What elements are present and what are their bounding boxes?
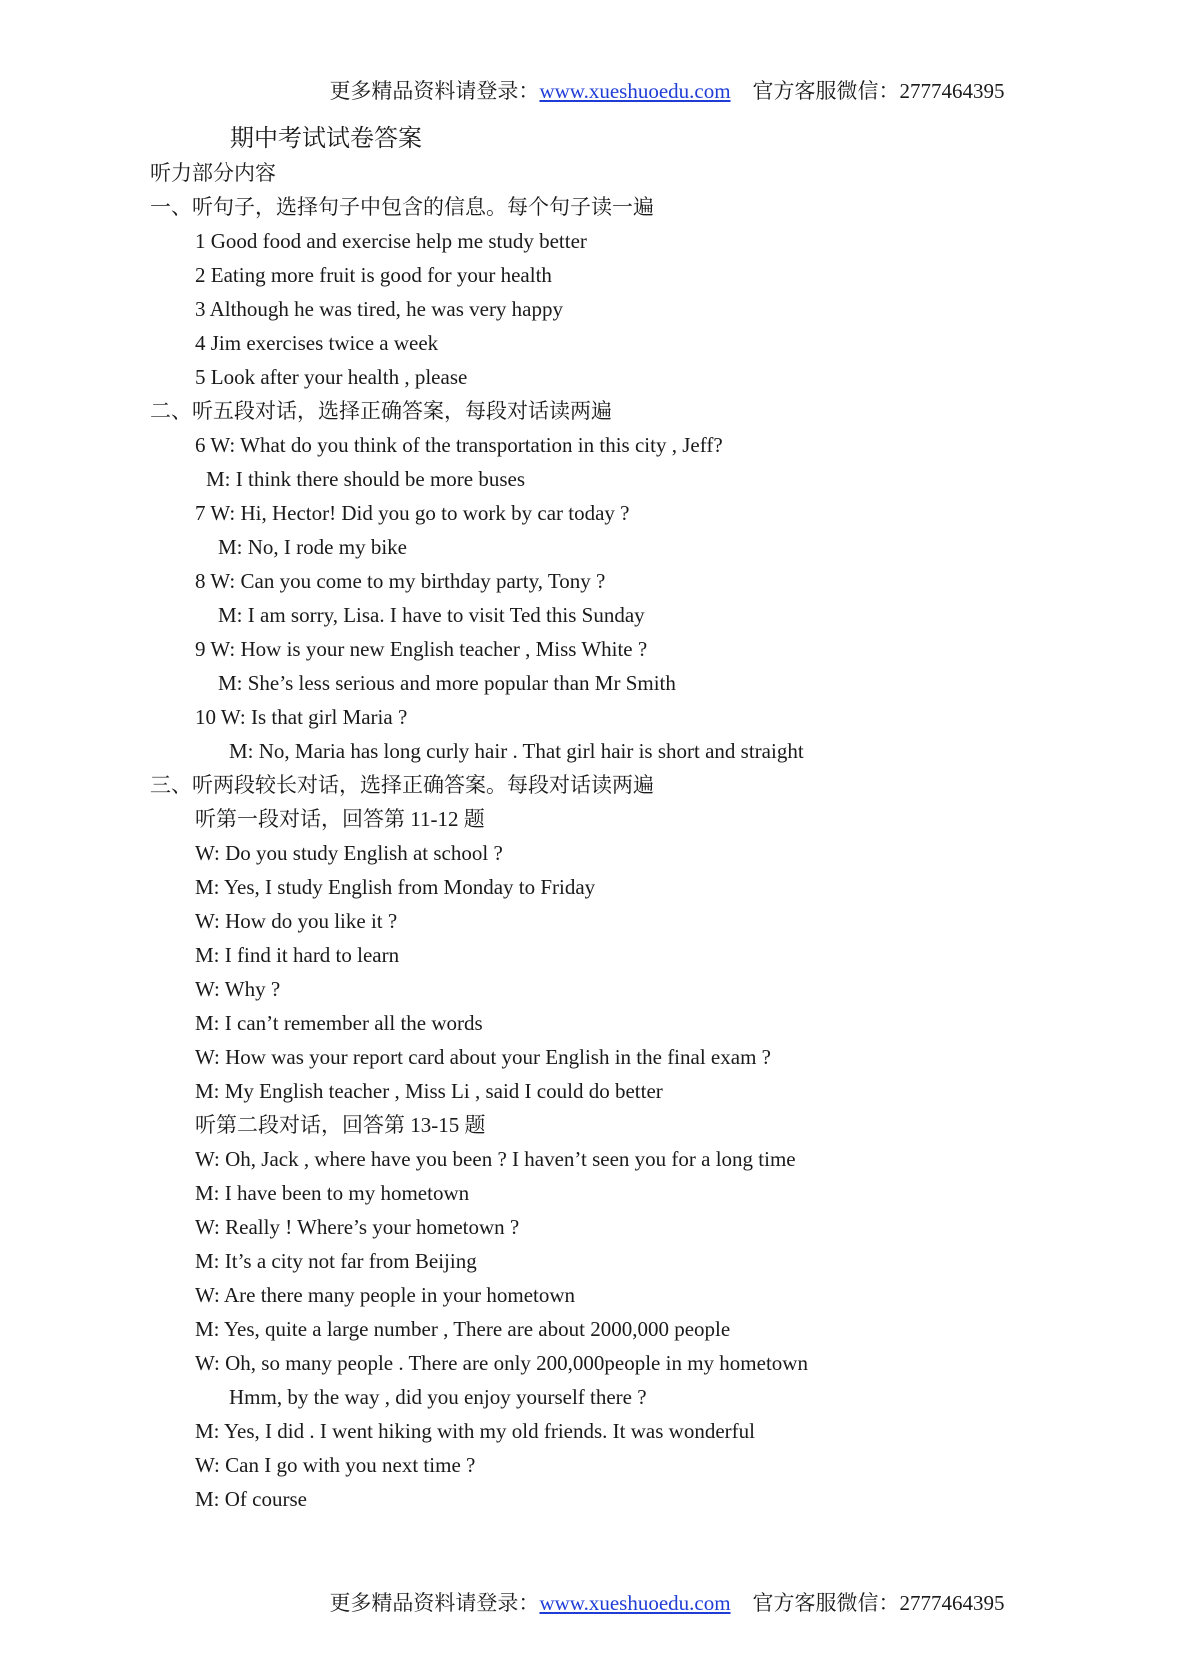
text-line: 听第一段对话，回答第 11-12 题 [195, 807, 485, 831]
text-line: M: It’s a city not far from Beijing [195, 1249, 477, 1273]
text-line: M: My English teacher , Miss Li , said I could do better [195, 1079, 663, 1103]
text-line: 6 W: What do you think of the transportation in this city , Jeff? [195, 433, 723, 457]
page-footer [0, 1588, 1200, 1618]
header-url-link[interactable]: www.xueshuoedu.com [539, 79, 731, 103]
text-line: 2 Eating more fruit is good for your health [195, 263, 552, 287]
text-line: W: Do you study English at school ? [195, 841, 503, 865]
text-line: Hmm, by the way , did you enjoy yourself there ? [229, 1385, 647, 1409]
header-content [329, 76, 1004, 106]
text-line: M: Yes, quite a large number , There are about 2000,000 people [195, 1317, 731, 1341]
text-line: M: I have been to my hometown [195, 1181, 470, 1205]
footer-url-link[interactable]: www.xueshuoedu.com [539, 1591, 731, 1615]
footer-wechat: 官方客服微信：2777464395 [752, 1591, 1005, 1615]
text-line: 听第二段对话，回答第 13-15 题 [195, 1113, 486, 1137]
text-line: 听力部分内容 [150, 161, 276, 185]
text-line: 3 Although he was tired, he was very happy [195, 297, 564, 321]
text-line: W: Oh, Jack , where have you been ? I haven’t seen you for a long time [195, 1147, 796, 1171]
text-line: W: How was your report card about your English in the final exam ? [195, 1045, 771, 1069]
header-wechat: 官方客服微信：2777464395 [752, 79, 1005, 103]
document-title: 期中考试试卷答案 [230, 126, 422, 152]
text-line: 三、听两段较长对话，选择正确答案。每段对话读两遍 [150, 773, 654, 797]
text-line: 7 W: Hi, Hector! Did you go to work by car today ? [195, 501, 630, 525]
text-line: W: How do you like it ? [195, 909, 398, 933]
text-line: M: No, I rode my bike [218, 535, 407, 559]
text-line: W: Oh, so many people . There are only 200,000people in my hometown [195, 1351, 808, 1375]
text-line: M: No, Maria has long curly hair . That girl hair is short and straight [229, 739, 804, 763]
text-line: W: Can I go with you next time ? [195, 1453, 476, 1477]
text-line: M: I can’t remember all the words [195, 1011, 483, 1035]
text-line: 8 W: Can you come to my birthday party, Tony ? [195, 569, 606, 593]
page-header [0, 76, 1200, 106]
footer-content [329, 1588, 1004, 1618]
footer-prefix: 更多精品资料请登录： [329, 1591, 540, 1615]
text-line: M: Yes, I did . I went hiking with my old friends. It was wonderful [195, 1419, 755, 1443]
header-prefix: 更多精品资料请登录： [329, 79, 540, 103]
text-line: 9 W: How is your new English teacher , Miss White ? [195, 637, 648, 661]
text-line: 4 Jim exercises twice a week [195, 331, 439, 355]
text-line: 1 Good food and exercise help me study better [195, 229, 587, 253]
text-line: M: Of course [195, 1487, 307, 1511]
text-line: M: I find it hard to learn [195, 943, 400, 967]
text-line: M: She’s less serious and more popular than Mr Smith [218, 671, 676, 695]
text-line: W: Are there many people in your hometown [195, 1283, 576, 1307]
text-line: 10 W: Is that girl Maria ? [195, 705, 408, 729]
text-line: W: Why ? [195, 977, 281, 1001]
text-line: W: Really ! Where’s your hometown ? [195, 1215, 520, 1239]
text-line: M: I think there should be more buses [206, 467, 526, 491]
text-line: 一、听句子，选择句子中包含的信息。每个句子读一遍 [150, 195, 654, 219]
text-line: 二、听五段对话，选择正确答案，每段对话读两遍 [150, 399, 612, 423]
text-line: M: I am sorry, Lisa. I have to visit Ted this Sunday [218, 603, 645, 627]
text-line: 5 Look after your health , please [195, 365, 468, 389]
text-line: M: Yes, I study English from Monday to Friday [195, 875, 596, 899]
